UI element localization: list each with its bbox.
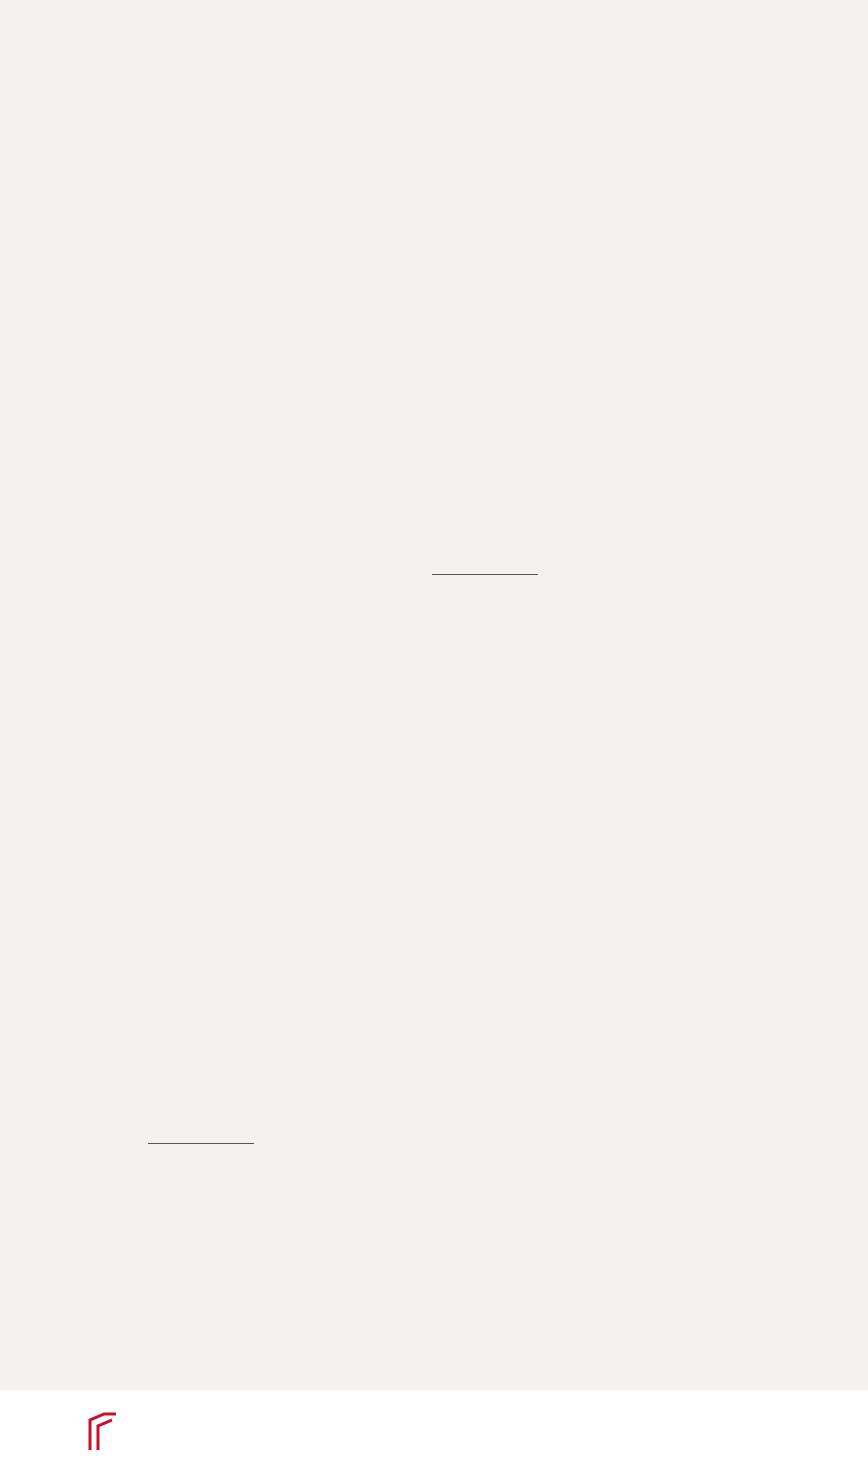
section-divider [432,574,538,575]
running-head [148,66,820,92]
footnote-rule [148,1143,254,1144]
viewer-footer [0,1390,868,1468]
library-logo-icon [86,1410,120,1452]
